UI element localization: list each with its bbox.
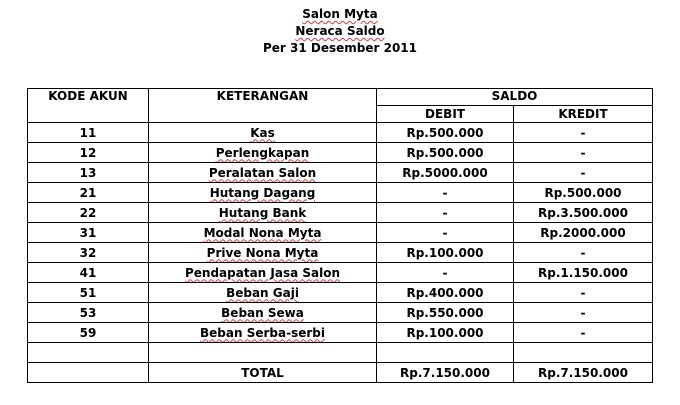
cell-kode: 22 bbox=[28, 203, 149, 223]
cell-keterangan-text: Perlengkapan bbox=[215, 145, 310, 160]
cell-debit: - bbox=[377, 223, 514, 243]
empty-cell bbox=[377, 343, 514, 363]
cell-keterangan bbox=[149, 323, 377, 343]
cell-keterangan-text: Kas bbox=[250, 125, 275, 140]
cell-keterangan-text: Modal Nona Myta bbox=[203, 225, 322, 240]
column-header-keterangan: KETERANGAN bbox=[149, 89, 377, 123]
cell-kredit: - bbox=[514, 303, 653, 323]
column-header-debit: DEBIT bbox=[377, 106, 514, 123]
table-row bbox=[28, 243, 653, 263]
column-header-kode: KODE AKUN bbox=[28, 89, 149, 123]
cell-keterangan-text: Beban Serba-serbi bbox=[200, 325, 325, 340]
cell-keterangan bbox=[149, 183, 377, 203]
report-title: Neraca Saldo bbox=[295, 24, 385, 38]
cell-kode: 53 bbox=[28, 303, 149, 323]
table-row bbox=[28, 143, 653, 163]
cell-kode: 21 bbox=[28, 183, 149, 203]
table-row bbox=[28, 263, 653, 283]
cell-kredit: - bbox=[514, 283, 653, 303]
cell-debit: Rp.100.000 bbox=[377, 243, 514, 263]
table-row bbox=[28, 203, 653, 223]
column-header-kredit: KREDIT bbox=[514, 106, 653, 123]
empty-cell bbox=[514, 343, 653, 363]
cell-debit: - bbox=[377, 203, 514, 223]
cell-debit: Rp.500.000 bbox=[377, 143, 514, 163]
cell-kode: 59 bbox=[28, 323, 149, 343]
cell-keterangan bbox=[149, 123, 377, 143]
cell-debit: - bbox=[377, 183, 514, 203]
total-label: TOTAL bbox=[149, 363, 377, 383]
total-row bbox=[28, 363, 653, 383]
cell-kredit: Rp.2000.000 bbox=[514, 223, 653, 243]
cell-keterangan-text: Peralatan Salon bbox=[208, 165, 317, 180]
cell-kredit: - bbox=[514, 243, 653, 263]
cell-kode: 31 bbox=[28, 223, 149, 243]
column-header-saldo: SALDO bbox=[377, 89, 653, 106]
cell-kredit: Rp.500.000 bbox=[514, 183, 653, 203]
cell-kode: 13 bbox=[28, 163, 149, 183]
cell-keterangan bbox=[149, 163, 377, 183]
report-date: Per 31 Desember 2011 bbox=[262, 41, 417, 55]
cell-kredit: - bbox=[514, 123, 653, 143]
cell-keterangan bbox=[149, 223, 377, 243]
cell-keterangan-text: Prive Nona Myta bbox=[206, 245, 319, 260]
empty-cell bbox=[28, 343, 149, 363]
table-row bbox=[28, 123, 653, 143]
cell-debit: - bbox=[377, 263, 514, 283]
cell-keterangan-text: Hutang Dagang bbox=[209, 185, 316, 200]
cell-keterangan-text: Beban Sewa bbox=[221, 305, 304, 320]
cell-kode: 12 bbox=[28, 143, 149, 163]
empty-row bbox=[28, 343, 653, 363]
trial-balance-table bbox=[27, 88, 653, 383]
cell-debit: Rp.400.000 bbox=[377, 283, 514, 303]
table-row bbox=[28, 223, 653, 243]
document-header bbox=[0, 6, 680, 57]
total-kredit: Rp.7.150.000 bbox=[514, 363, 653, 383]
cell-debit: Rp.550.000 bbox=[377, 303, 514, 323]
cell-debit: Rp.5000.000 bbox=[377, 163, 514, 183]
table-row bbox=[28, 283, 653, 303]
table-row bbox=[28, 163, 653, 183]
cell-kode: 51 bbox=[28, 283, 149, 303]
cell-debit: Rp.100.000 bbox=[377, 323, 514, 343]
company-name: Salon Myta bbox=[302, 7, 378, 21]
cell-kredit: - bbox=[514, 143, 653, 163]
total-kode-cell bbox=[28, 363, 149, 383]
cell-keterangan-text: Hutang Bank bbox=[218, 205, 307, 220]
cell-kode: 41 bbox=[28, 263, 149, 283]
cell-keterangan bbox=[149, 203, 377, 223]
cell-keterangan bbox=[149, 283, 377, 303]
cell-debit: Rp.500.000 bbox=[377, 123, 514, 143]
cell-kredit: - bbox=[514, 323, 653, 343]
cell-keterangan bbox=[149, 263, 377, 283]
cell-kredit: Rp.1.150.000 bbox=[514, 263, 653, 283]
cell-kode: 11 bbox=[28, 123, 149, 143]
cell-keterangan-text: Pendapatan Jasa Salon bbox=[184, 265, 341, 280]
table-row bbox=[28, 183, 653, 203]
cell-kredit: Rp.3.500.000 bbox=[514, 203, 653, 223]
cell-keterangan bbox=[149, 143, 377, 163]
cell-kode: 32 bbox=[28, 243, 149, 263]
header-row bbox=[28, 89, 653, 106]
cell-keterangan-text: Beban Gaji bbox=[226, 285, 299, 300]
total-debit: Rp.7.150.000 bbox=[377, 363, 514, 383]
table-row bbox=[28, 303, 653, 323]
table-body bbox=[28, 89, 653, 383]
empty-cell bbox=[149, 343, 377, 363]
cell-kredit: - bbox=[514, 163, 653, 183]
cell-keterangan bbox=[149, 243, 377, 263]
table-row bbox=[28, 323, 653, 343]
cell-keterangan bbox=[149, 303, 377, 323]
